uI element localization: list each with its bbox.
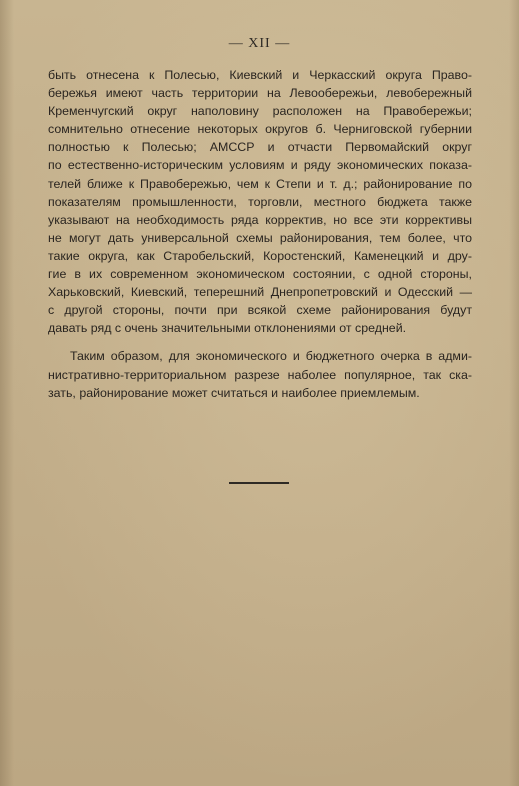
page-edge-shadow-right bbox=[509, 0, 519, 786]
body-text bbox=[48, 66, 472, 402]
text-line: не могут дать универсальной схемы районирования, тем более, что bbox=[48, 230, 472, 245]
text-line: с другой стороны, почти при всякой схеме районирования будут bbox=[48, 303, 472, 318]
section-divider-rule bbox=[229, 482, 289, 484]
text-line: быть отнесена к Полесью, Киевский и Черкасский округа Право- bbox=[48, 68, 472, 82]
text-line: указывают на необходимость ряда корректив, но все эти коррективы bbox=[48, 212, 472, 227]
text-line: Таким образом, для экономического и бюджетного очерка в адми- bbox=[70, 349, 472, 364]
text-line: гие в их современном экономическом состоянии, с одной стороны, bbox=[48, 267, 472, 282]
text-line: давать ряд с очень значительными отклонениями от средней. bbox=[48, 321, 407, 336]
text-line: Харьковский, Киевский, теперешний Днепропетровский и Одесский — bbox=[48, 285, 472, 300]
page-edge-shadow-left bbox=[0, 0, 14, 786]
text-line: нистративно-территориальном разрезе наболее популярное, так ска- bbox=[48, 367, 472, 382]
paragraph-2 bbox=[48, 347, 472, 401]
paragraph-gap bbox=[48, 337, 472, 347]
text-line: сомнительно отнесение некоторых округов б. Черниговской губернии bbox=[48, 122, 472, 137]
text-line: телей ближе к Правобережью, чем к Степи и т. д.; районирование по bbox=[48, 176, 472, 191]
text-line: бережья имеют часть территории на Левообережьи, левобережный bbox=[48, 86, 472, 101]
page-number: — XII — bbox=[228, 36, 291, 51]
text-line: Кременчугский округ наполовину расположен на Правобережьи; bbox=[48, 104, 472, 119]
text-line: показателям промышленности, торговли, местного бюджета также bbox=[48, 194, 472, 209]
text-line: по естественно-историческим условиям и ряду экономических показа- bbox=[48, 158, 472, 173]
text-line: полностью к Полесью; АМССР и отчасти Первомайский округ bbox=[48, 140, 472, 155]
paragraph-1 bbox=[48, 66, 472, 337]
text-line: такие округа, как Старобельский, Коростенский, Каменецкий и дру- bbox=[48, 248, 472, 263]
text-line: зать, районирование может считаться и наиболее приемлемым. bbox=[48, 385, 420, 400]
